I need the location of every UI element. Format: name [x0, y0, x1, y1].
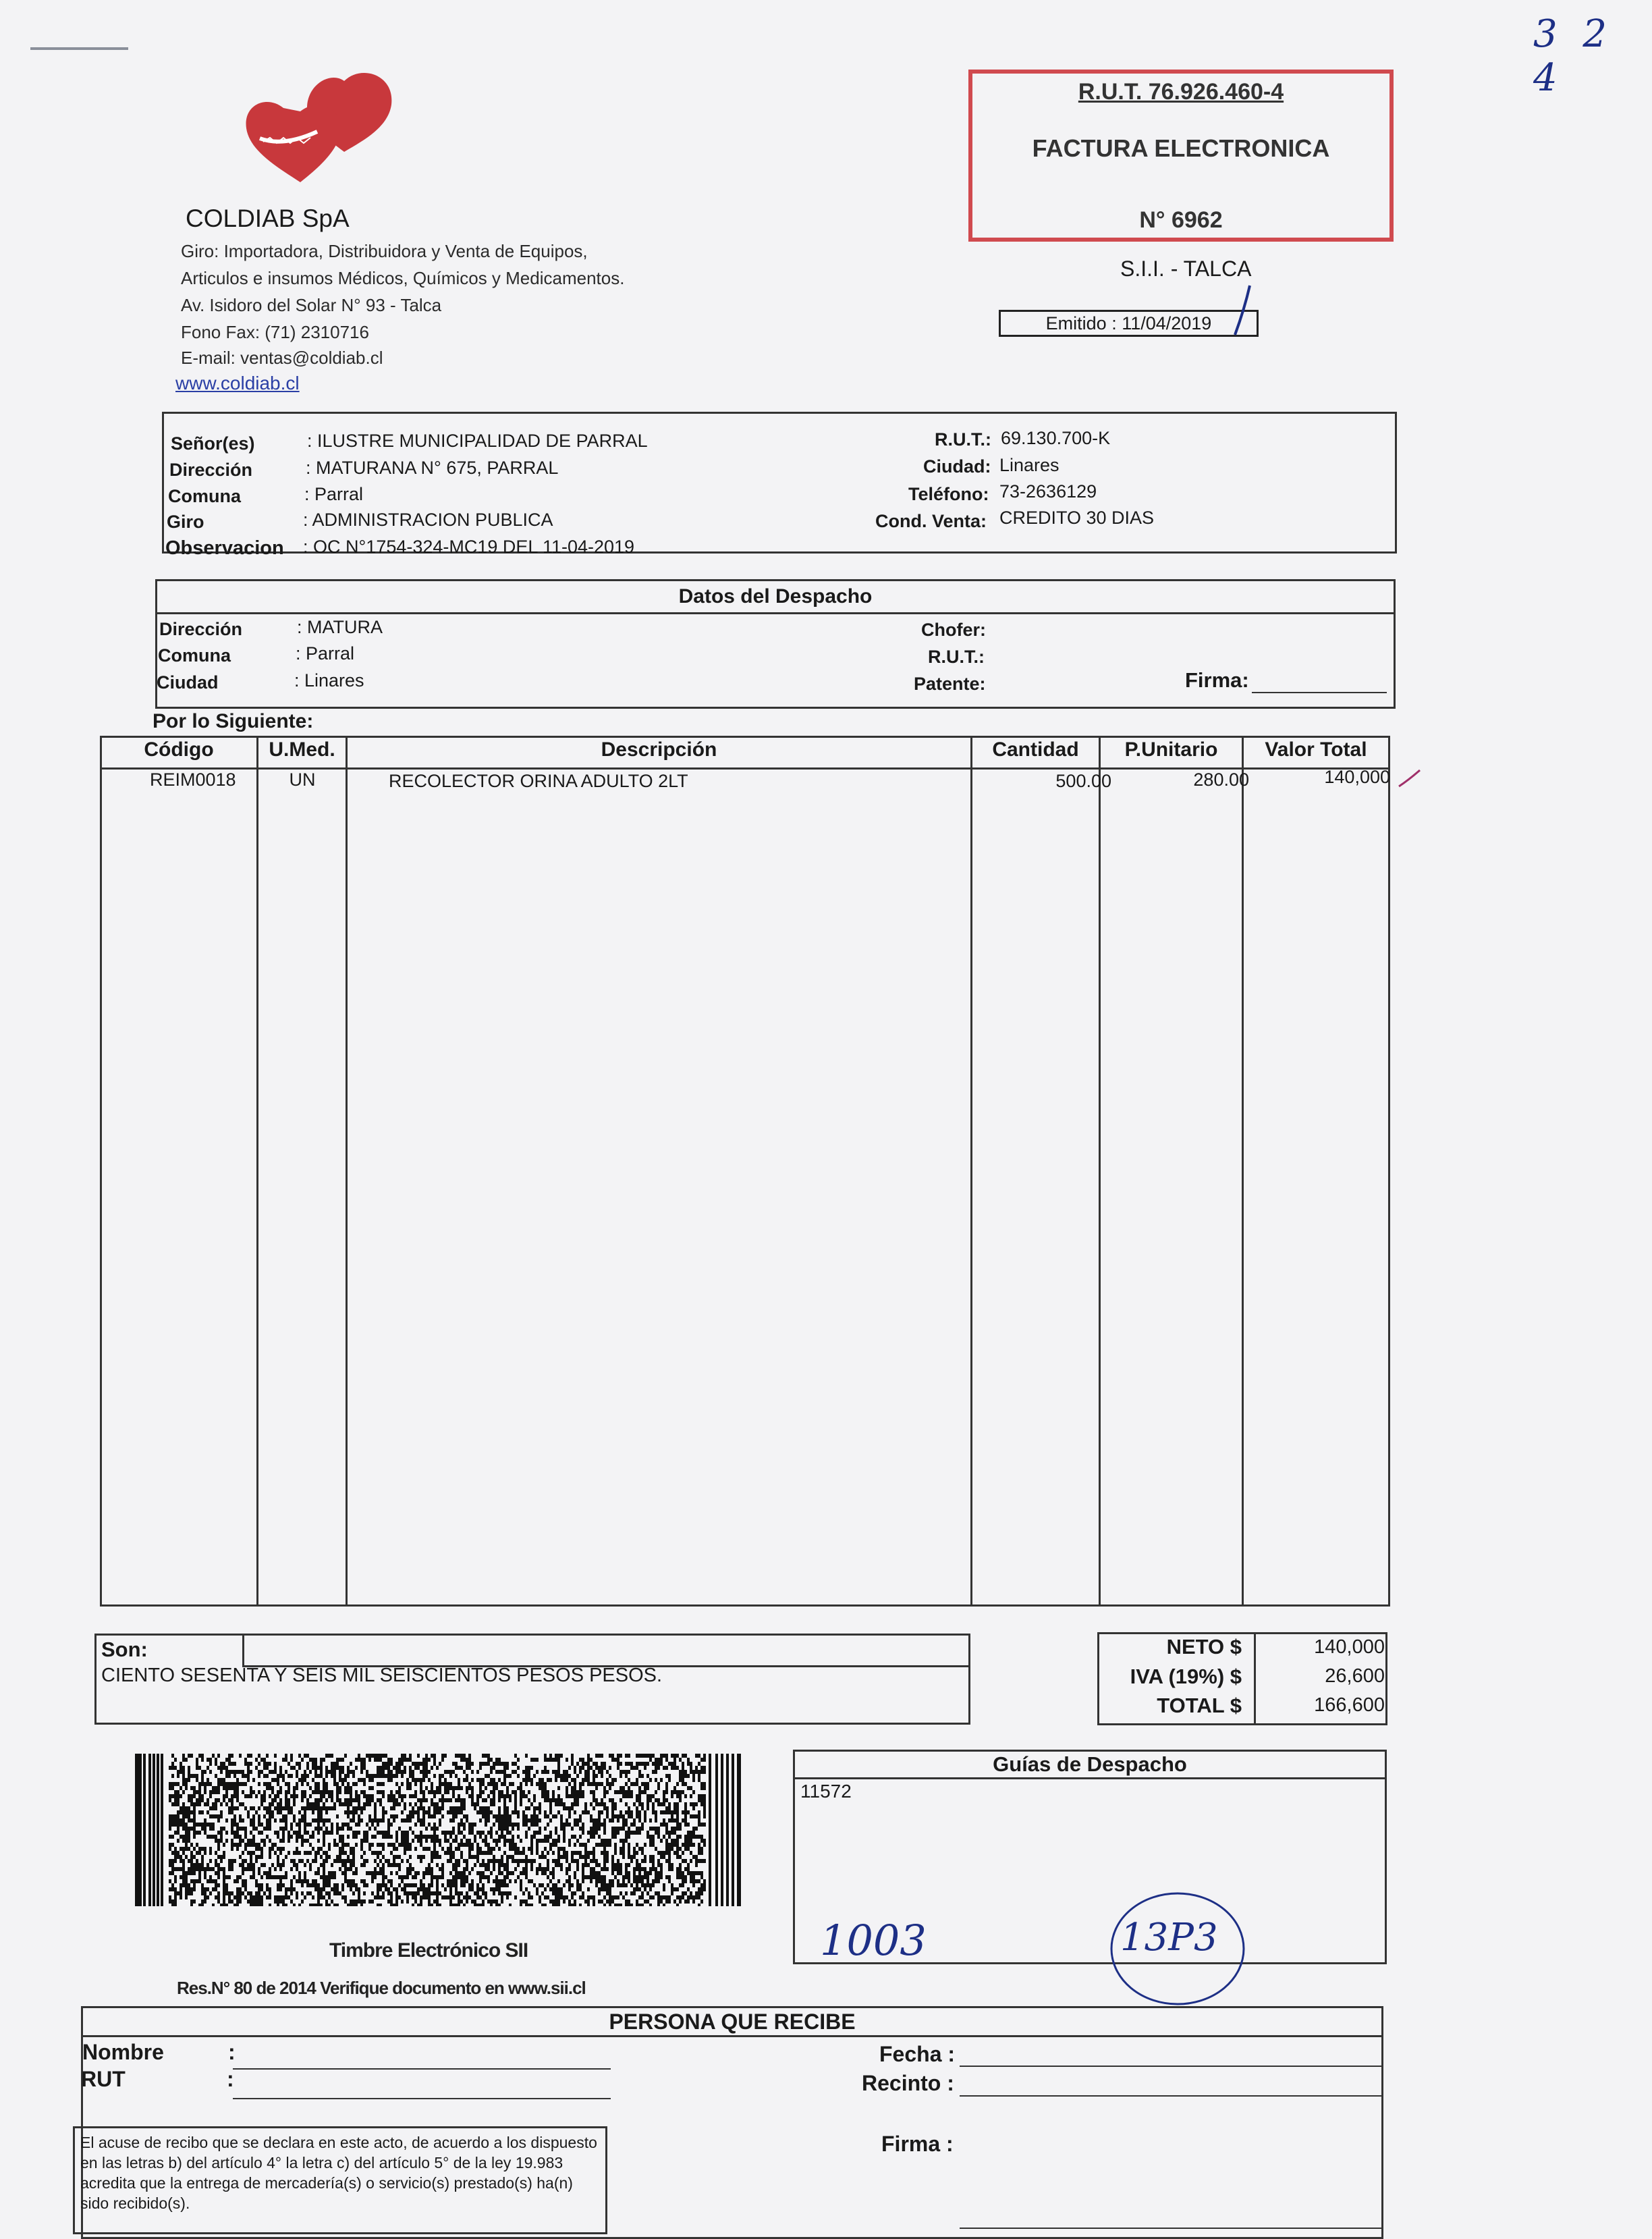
- company-website-link[interactable]: www.coldiab.cl: [175, 373, 300, 394]
- senor-value: : ILUSTRE MUNICIPALIDAD DE PARRAL: [307, 431, 648, 451]
- invoice-rut: R.U.T. 76.926.460-4: [1078, 79, 1284, 105]
- company-name: COLDIAB SpA: [186, 205, 350, 232]
- iva-label: IVA (19%) $: [1130, 1665, 1242, 1688]
- invoice-doc-type: FACTURA ELECTRONICA: [1032, 134, 1330, 162]
- issue-date: Emitido : 11/04/2019: [999, 310, 1259, 337]
- dispatch-comuna-label: Comuna: [158, 645, 231, 666]
- acuse-text: El acuse de recibo que se declara en este acto, de acuerdo a los dispuesto en las letras b) del artículo 4° la letra c) del artículo 5° de la ley 19.983 acredita que la entrega de mercadería(s) o servicio(s) prestado(s) ha(n) sido recibido(s).: [73, 2126, 607, 2234]
- dispatch-firma-label: Firma:: [1185, 668, 1249, 692]
- dispatch-ciudad-value: : Linares: [294, 670, 364, 691]
- rut-value: 69.130.700-K: [1001, 428, 1111, 448]
- observacion-label: Observacion: [165, 537, 284, 559]
- column-divider: [1242, 736, 1244, 1607]
- firma-input-line[interactable]: [960, 2228, 1381, 2229]
- dispatch-ciudad-label: Ciudad: [157, 672, 219, 693]
- observacion-value: : OC N°1754-324-MC19 DEL 11-04-2019: [303, 537, 635, 557]
- header-dash: [30, 47, 128, 50]
- direccion-label: Dirección: [169, 460, 253, 480]
- handwritten-check-icon: [1230, 282, 1257, 336]
- dispatch-signature-line: [1252, 692, 1387, 693]
- neto-label: NETO $: [1166, 1635, 1242, 1658]
- amount-words-text: CIENTO SESENTA Y SEIS MIL SEISCIENTOS PESOS PESOS.: [101, 1665, 663, 1686]
- row-descripcion: RECOLECTOR ORINA ADULTO 2LT: [389, 771, 688, 791]
- heart-logo-icon: [243, 68, 405, 196]
- invoice-number: N° 6962: [1139, 207, 1223, 233]
- row-umed: UN: [289, 770, 316, 790]
- rut-input-line[interactable]: [233, 2098, 611, 2099]
- header-punitario: P.Unitario: [1124, 738, 1218, 761]
- header-cantidad: Cantidad: [992, 738, 1079, 761]
- handwritten-note: 1003: [820, 1916, 927, 1965]
- senor-label: Señor(es): [171, 433, 255, 454]
- pdf417-barcode-icon: [135, 1754, 741, 1906]
- firma-label: Firma :: [881, 2132, 954, 2156]
- column-divider: [970, 736, 972, 1607]
- handwritten-circled-note: 13P3: [1120, 1916, 1218, 1960]
- header-descripcion: Descripción: [601, 738, 717, 761]
- telefono-value: 73-2636129: [999, 481, 1097, 502]
- ciudad-label: Ciudad:: [923, 456, 991, 477]
- neto-value: 140,000: [1314, 1636, 1385, 1658]
- row-valor-total: 140,000: [1324, 767, 1390, 787]
- ciudad-value: Linares: [999, 455, 1059, 475]
- dispatch-rut-label: R.U.T.:: [928, 647, 985, 667]
- giro-label: Giro: [167, 512, 204, 532]
- cond-venta-label: Cond. Venta:: [875, 511, 987, 531]
- recinto-label: Recinto :: [862, 2071, 954, 2095]
- nombre-input-line[interactable]: [233, 2068, 611, 2070]
- row-punitario: 280.00: [1193, 770, 1249, 790]
- company-email: E-mail: ventas@coldiab.cl: [181, 348, 383, 368]
- nombre-colon: :: [228, 2040, 236, 2064]
- rut-label: R.U.T.:: [935, 429, 991, 450]
- column-divider: [256, 736, 258, 1607]
- amount-words-label: Son:: [101, 1638, 148, 1661]
- recinto-input-line[interactable]: [960, 2095, 1381, 2097]
- company-phone: Fono Fax: (71) 2310716: [181, 322, 369, 342]
- header-codigo: Código: [144, 738, 214, 761]
- handwritten-tick-icon: [1396, 766, 1423, 793]
- company-giro-line-2: Articulos e insumos Médicos, Químicos y Medicamentos.: [181, 268, 625, 288]
- company-address: Av. Isidoro del Solar N° 93 - Talca: [181, 295, 442, 315]
- handwritten-number: 3 2 4: [1533, 12, 1614, 100]
- fecha-label: Fecha :: [879, 2042, 956, 2066]
- telefono-label: Teléfono:: [908, 484, 989, 504]
- guias-title: Guías de Despacho: [793, 1750, 1387, 1779]
- giro-value: : ADMINISTRACION PUBLICA: [303, 510, 553, 530]
- dispatch-title: Datos del Despacho: [155, 579, 1396, 614]
- comuna-value: : Parral: [304, 484, 364, 504]
- column-divider: [1099, 736, 1101, 1607]
- header-umed: U.Med.: [269, 738, 335, 761]
- items-table: [100, 736, 1390, 1607]
- iva-value: 26,600: [1325, 1665, 1385, 1687]
- total-value: 166,600: [1314, 1694, 1385, 1716]
- column-divider: [346, 736, 348, 1607]
- patente-label: Patente:: [914, 674, 986, 694]
- receiver-title: PERSONA QUE RECIBE: [81, 2006, 1383, 2037]
- chofer-label: Chofer:: [921, 620, 986, 640]
- row-cantidad: 500.00: [1055, 771, 1111, 791]
- fecha-input-line[interactable]: [960, 2066, 1381, 2067]
- totals-divider: [1254, 1632, 1256, 1725]
- dispatch-direccion-value: : MATURA: [297, 617, 383, 637]
- sii-office: S.I.I. - TALCA: [1120, 257, 1252, 281]
- header-valor-total: Valor Total: [1265, 738, 1367, 761]
- timbre-resolution: Res.N° 80 de 2014 Verifique documento en www.sii.cl: [177, 1978, 586, 1998]
- items-intro: Por lo Siguiente:: [153, 710, 314, 732]
- cond-venta-value: CREDITO 30 DIAS: [999, 508, 1155, 528]
- comuna-label: Comuna: [168, 486, 241, 506]
- direccion-value: : MATURANA N° 675, PARRAL: [306, 458, 559, 478]
- invoice-rut-box: [968, 70, 1394, 242]
- nombre-label: Nombre: [82, 2040, 164, 2064]
- row-codigo: REIM0018: [150, 770, 236, 790]
- dispatch-direccion-label: Dirección: [159, 619, 243, 639]
- rut-colon: :: [227, 2067, 234, 2091]
- dispatch-comuna-value: : Parral: [296, 643, 355, 664]
- company-giro-line: Giro: Importadora, Distribuidora y Venta de Equipos,: [181, 241, 588, 261]
- rut-recibe-label: RUT: [81, 2067, 126, 2091]
- timbre-title: Timbre Electrónico SII: [329, 1939, 528, 1962]
- total-label: TOTAL $: [1157, 1694, 1242, 1717]
- guia-number: 11572: [800, 1781, 852, 1802]
